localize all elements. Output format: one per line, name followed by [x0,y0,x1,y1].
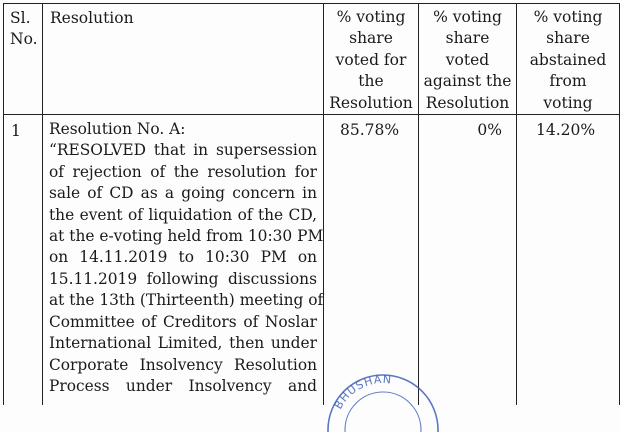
header-sl-no-cell [4,4,43,115]
abstained-value: 14.20% [536,121,596,140]
resolution-line: at the e-voting held from 10:30 PM [49,227,324,246]
header-abstained-cell [517,4,620,115]
header-voted-against-cell [419,4,517,115]
header-voted-for: % voting share voted for the Resolution [329,8,413,112]
seal-stamp [318,372,448,432]
resolution-line: sale of CD as a going concern in [49,184,317,203]
voted-against-cell [419,115,517,406]
abstained-cell [517,115,620,406]
header-voted-against: % voting share voted against the Resolution [423,8,512,112]
resolution-line: of rejection of the resolution for [49,162,317,181]
resolution-text [43,115,323,397]
resolution-line: on 14.11.2019 to 10:30 PM on [49,248,317,267]
header-resolution: Resolution [50,9,134,27]
resolution-line: 15.11.2019 following discussions [49,269,317,288]
table-header-row [4,4,620,115]
resolution-line: Process under Insolvency and [49,376,317,395]
voted-for-value: 85.78% [340,121,400,140]
header-abstained: % voting share abstained from voting [529,8,607,112]
voting-results-table [3,3,620,405]
resolution-line: Committee of Creditors of Noslar [49,312,317,331]
resolution-line: the event of liquidation of the CD, [49,205,317,224]
resolution-line: International Limited, then under [49,334,317,353]
sl-no-cell [4,115,43,406]
header-sl-no: Sl. No. [10,9,38,48]
voted-for-cell [324,115,419,406]
resolution-line: “RESOLVED that in supersession [49,141,317,160]
row-sl-no: 1 [11,122,21,141]
resolution-cell [43,115,324,406]
resolution-line: Corporate Insolvency Resolution [49,355,317,374]
table-row [4,115,620,406]
header-resolution-cell [43,4,324,115]
resolution-line: at the 13th (Thirteenth) meeting of [49,291,324,310]
voted-against-value: 0% [477,121,502,140]
header-voted-for-cell [324,4,419,115]
stamp-text: BHUSHAN [331,372,393,412]
resolution-line: Resolution No. A: [49,120,186,139]
